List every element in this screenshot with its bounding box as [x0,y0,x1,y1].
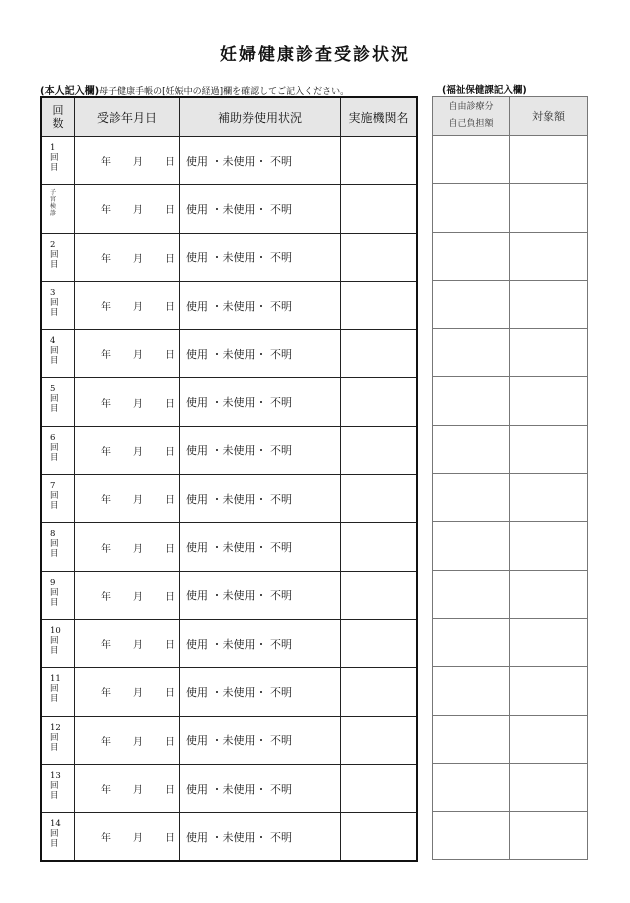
office-row [433,474,588,522]
office-row [433,618,588,666]
checkup-row [41,233,417,281]
date-field[interactable] [75,475,180,523]
month-unit: 月 [133,253,143,265]
row-count-cell [41,619,75,667]
voucher-usage-field[interactable]: 使用 ・未使用・ 不明 [180,475,341,523]
checkup-row [41,716,417,764]
header-voucher: 補助券使用状況 [180,97,341,137]
date-field[interactable] [75,378,180,426]
target-amount-field[interactable] [510,280,588,328]
target-amount-field[interactable] [510,329,588,377]
target-amount-field[interactable] [510,812,588,860]
checkup-row [41,281,417,329]
checkup-row [41,571,417,619]
row-count-label: 3 回 目 [50,287,59,318]
month-unit: 月 [133,302,143,314]
row-count-cell [41,668,75,716]
year-unit: 年 [101,688,111,700]
day-unit: 日 [165,688,175,700]
header-self-pay: 自由診療分 自己負担額 [433,97,510,136]
row-count-label: 13 回 目 [50,770,61,801]
target-amount-field[interactable] [510,136,588,184]
day-unit: 日 [165,205,175,217]
voucher-usage-field[interactable]: 使用 ・未使用・ 不明 [180,378,341,426]
checkup-table [40,96,418,862]
row-count-cell [41,523,75,571]
self-pay-field[interactable] [433,329,510,377]
day-unit: 日 [165,253,175,265]
row-count-label: 子 宮 検 診 [50,189,57,218]
institution-field[interactable] [341,813,418,862]
day-unit: 日 [165,591,175,603]
office-row [433,329,588,377]
row-count-cell [41,764,75,812]
month-unit: 月 [133,785,143,796]
header-count: 回 数 [41,97,75,137]
date-field[interactable] [75,426,180,474]
voucher-usage-field[interactable]: 使用 ・未使用・ 不明 [180,185,341,233]
self-pay-field[interactable] [433,763,510,811]
header-institution: 実施機関名 [341,97,418,137]
voucher-usage-field[interactable]: 使用 ・未使用・ 不明 [180,813,341,862]
target-amount-field[interactable] [510,667,588,715]
office-entry-label: (福祉保健課記入欄) [442,85,527,96]
row-count-label: 12 回 目 [50,722,61,753]
month-unit: 月 [133,205,143,217]
institution-field[interactable] [341,185,418,233]
date-field[interactable] [75,764,180,812]
self-pay-field[interactable] [433,425,510,473]
self-pay-field[interactable] [433,184,510,232]
institution-field[interactable] [341,764,418,812]
row-count-cell [41,137,75,185]
row-count-cell [41,571,75,619]
year-unit: 年 [101,253,111,265]
institution-field[interactable] [341,137,418,185]
row-count-cell [41,185,75,233]
year-unit: 年 [101,495,111,507]
target-amount-field[interactable] [510,425,588,473]
day-unit: 日 [165,495,175,507]
self-entry-label: (本人記入欄) [40,86,100,97]
target-amount-field[interactable] [510,570,588,618]
institution-field[interactable] [341,475,418,523]
self-pay-field[interactable] [433,715,510,763]
institution-field[interactable] [341,426,418,474]
target-amount-field[interactable] [510,184,588,232]
office-row [433,232,588,280]
month-unit: 月 [133,591,143,603]
date-field[interactable] [75,813,180,862]
row-count-label: 1 回 目 [50,143,59,173]
month-unit: 月 [133,736,143,748]
checkup-row [41,137,417,185]
target-amount-field[interactable] [510,522,588,570]
self-entry-note [40,82,349,97]
date-field[interactable] [75,233,180,281]
office-row [433,812,588,860]
month-unit: 月 [133,640,143,652]
row-count-label: 11 回 目 [50,674,61,705]
target-amount-field[interactable] [510,715,588,763]
self-pay-field[interactable] [433,667,510,715]
voucher-usage-field[interactable]: 使用 ・未使用・ 不明 [180,137,341,185]
date-field[interactable] [75,330,180,378]
checkup-row [41,330,417,378]
year-unit: 年 [101,398,111,410]
row-count-cell [41,475,75,523]
row-count-label: 9 回 目 [50,577,59,608]
office-row [433,136,588,184]
checkup-row [41,378,417,426]
checkup-row [41,813,417,862]
institution-field[interactable] [341,330,418,378]
row-count-cell [41,330,75,378]
month-unit: 月 [133,157,143,169]
office-row [433,715,588,763]
row-count-label: 14 回 目 [50,819,61,850]
row-count-cell [41,378,75,426]
day-unit: 日 [165,833,175,845]
year-unit: 年 [101,157,111,169]
office-row [433,667,588,715]
institution-field[interactable] [341,378,418,426]
row-count-label: 8 回 目 [50,529,59,560]
voucher-usage-field[interactable]: 使用 ・未使用・ 不明 [180,716,341,764]
year-unit: 年 [101,640,111,652]
target-amount-field[interactable] [510,474,588,522]
checkup-row [41,523,417,571]
year-unit: 年 [101,350,111,362]
header-date: 受診年月日 [75,97,180,137]
institution-field[interactable] [341,281,418,329]
office-row [433,763,588,811]
year-unit: 年 [101,736,111,748]
row-count-label: 6 回 目 [50,432,59,463]
checkup-row [41,426,417,474]
day-unit: 日 [165,302,175,314]
year-unit: 年 [101,833,111,845]
row-count-label: 10 回 目 [50,625,61,656]
month-unit: 月 [133,350,143,362]
office-row [433,522,588,570]
institution-field[interactable] [341,668,418,716]
date-field[interactable] [75,571,180,619]
institution-field[interactable] [341,523,418,571]
target-amount-field[interactable] [510,377,588,425]
voucher-usage-field[interactable]: 使用 ・未使用・ 不明 [180,571,341,619]
self-pay-field[interactable] [433,812,510,860]
checkup-row [41,185,417,233]
day-unit: 日 [165,543,175,555]
target-amount-field[interactable] [510,232,588,280]
header-target-amount: 対象額 [510,97,588,136]
row-count-cell [41,233,75,281]
self-pay-field[interactable] [433,232,510,280]
voucher-usage-field[interactable]: 使用 ・未使用・ 不明 [180,233,341,281]
self-pay-field[interactable] [433,522,510,570]
checkup-row [41,619,417,667]
day-unit: 日 [165,398,175,410]
office-row [433,280,588,328]
institution-field[interactable] [341,233,418,281]
institution-field[interactable] [341,716,418,764]
checkup-row [41,668,417,716]
voucher-usage-field[interactable]: 使用 ・未使用・ 不明 [180,426,341,474]
row-count-label: 5 回 目 [50,384,59,415]
self-pay-field[interactable] [433,377,510,425]
office-table [432,96,588,860]
voucher-usage-field[interactable]: 使用 ・未使用・ 不明 [180,619,341,667]
office-row [433,377,588,425]
month-unit: 月 [133,688,143,700]
year-unit: 年 [101,302,111,314]
row-count-cell [41,281,75,329]
row-count-cell [41,813,75,862]
checkup-row [41,764,417,812]
self-pay-field[interactable] [433,280,510,328]
month-unit: 月 [133,833,143,845]
voucher-usage-field[interactable]: 使用 ・未使用・ 不明 [180,330,341,378]
year-unit: 年 [101,446,111,458]
date-field[interactable] [75,619,180,667]
date-field[interactable] [75,281,180,329]
month-unit: 月 [133,446,143,458]
month-unit: 月 [133,543,143,555]
row-count-cell [41,426,75,474]
date-field[interactable] [75,668,180,716]
self-pay-field[interactable] [433,570,510,618]
row-count-label: 7 回 目 [50,481,59,512]
self-pay-field[interactable] [433,474,510,522]
row-count-label: 2 回 目 [50,239,59,270]
voucher-usage-field[interactable]: 使用 ・未使用・ 不明 [180,523,341,571]
office-row [433,425,588,473]
day-unit: 日 [165,736,175,748]
date-field[interactable] [75,716,180,764]
day-unit: 日 [165,640,175,652]
institution-field[interactable] [341,571,418,619]
checkup-row [41,475,417,523]
target-amount-field[interactable] [510,618,588,666]
row-count-cell [41,716,75,764]
year-unit: 年 [101,205,111,217]
month-unit: 月 [133,495,143,507]
target-amount-field[interactable] [510,763,588,811]
month-unit: 月 [133,398,143,410]
day-unit: 日 [165,785,175,796]
day-unit: 日 [165,446,175,458]
institution-field[interactable] [341,619,418,667]
date-field[interactable] [75,137,180,185]
office-row [433,570,588,618]
office-row [433,184,588,232]
self-entry-instruction: 母子健康手帳の[妊娠中の経過]欄を確認してご記入ください。 [99,87,350,97]
voucher-usage-field[interactable]: 使用 ・未使用・ 不明 [180,764,341,812]
year-unit: 年 [101,591,111,603]
year-unit: 年 [101,543,111,555]
day-unit: 日 [165,157,175,169]
self-pay-field[interactable] [433,618,510,666]
row-count-label: 4 回 目 [50,336,59,367]
date-field[interactable] [75,185,180,233]
day-unit: 日 [165,350,175,362]
voucher-usage-field[interactable]: 使用 ・未使用・ 不明 [180,668,341,716]
self-pay-field[interactable] [433,136,510,184]
date-field[interactable] [75,523,180,571]
page-title: 妊婦健康診査受診状況 [220,45,410,65]
year-unit: 年 [101,785,111,796]
voucher-usage-field[interactable]: 使用 ・未使用・ 不明 [180,281,341,329]
